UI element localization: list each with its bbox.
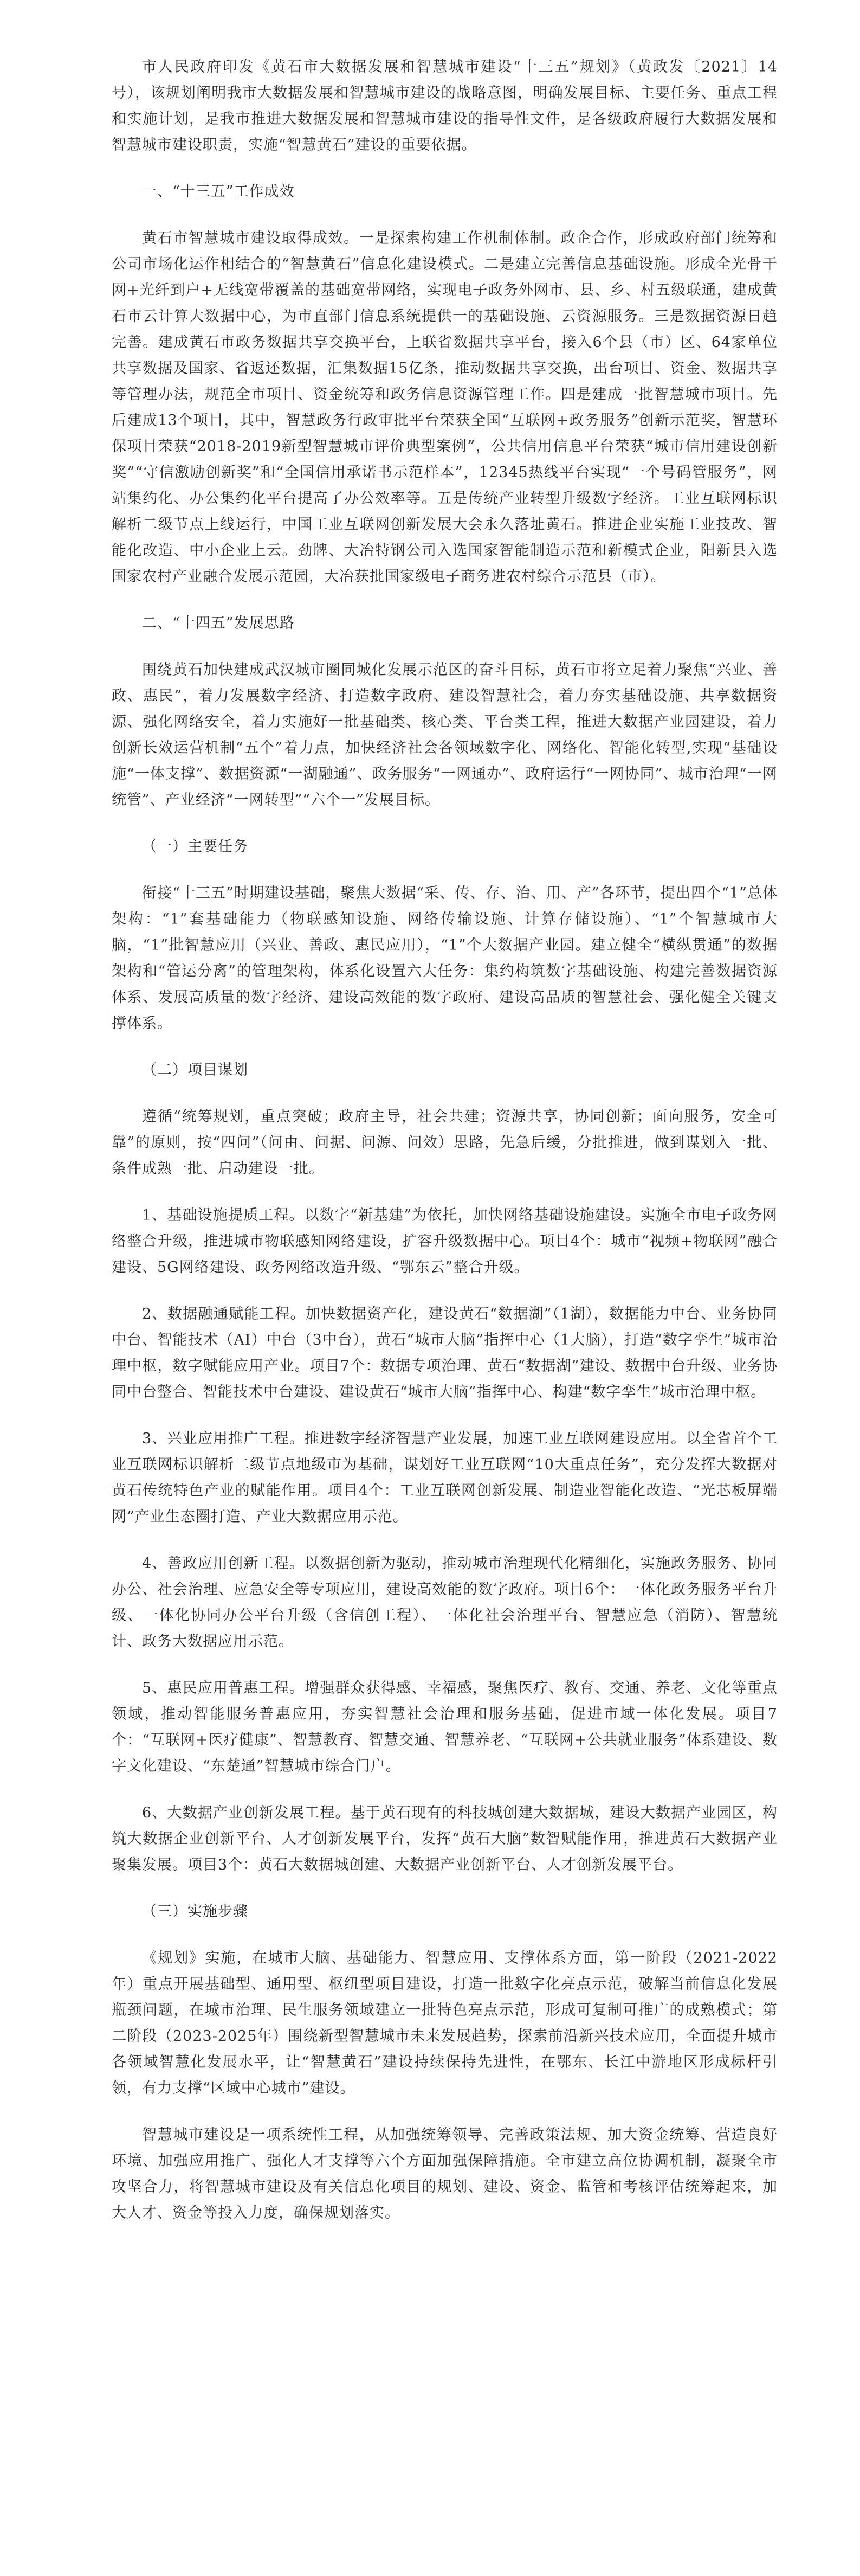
paragraph-project-4: 4、善政应用创新工程。以数据创新为驱动，推动城市治理现代化精细化，实施政务服务、协同办公、社会治理、应急安全等专项应用，建设高效能的数字政府。项目6个：一体化政务服务平台升级、一体化协同办公平台升级（含信创工程）、一体化社会治理平台、智慧应急（消防）、智慧统计、政务大数据应用示范。 — [112, 1555, 778, 1650]
paragraph-development-ideas: 围绕黄石加快建成武汉城市圈同城化发展示范区的奋斗目标，黄石市将立足着力聚焦“兴业、善政、惠民”，着力发展数字经济、打造数字政府、建设智慧社会，着力夯实基础设施、共享数据资源、强化网络安全，着力实施好一批基础类、核心类、平台类工程，推进大数据产业园建设，着力创新长效运营机制“五个”着力点，加快经济社会各领域数字化、网络化、智能化转型,实现“基础设施“一体支撑”、数据资源“一湖融通”、政务服务“一网通办”、政府运行“一网协同”、城市治理“一网统管”、产业经济“一网转型”“六个一”发展目标。 — [112, 661, 778, 808]
paragraph-project-2: 2、数据融通赋能工程。加快数据资产化，建设黄石“数据湖”（1湖），数据能力中台、业务协同中台、智能技术（AI）中台（3中台），黄石“城市大脑”指挥中心（1大脑），打造“数字孪生”城市治理中枢，数字赋能应用产业。项目7个：数据专项治理、黄石“数据湖”建设、数据中台升级、业务协同中台整合、智能技术中台建设、建设黄石“城市大脑”指挥中心、构建“数字孪生”城市治理中枢。 — [112, 1306, 778, 1401]
paragraph-project-planning: 遵循“统筹规划，重点突破；政府主导，社会共建；资源共享，协同创新；面向服务，安全可靠”的原则，按“四问”（问由、问据、问源、问效）思路，先急后缓，分批推进，做到谋划入一批、条件成熟一批、启动建设一批。 — [112, 1108, 778, 1177]
intro-paragraph: 市人民政府印发《黄石市大数据发展和智慧城市建设“十三五”规划》（黄政发〔2021〕14号），该规划阐明我市大数据发展和智慧城市建设的战略意图，明确发展目标、主要任务、重点工程和实施计划，是我市推进大数据发展和智慧城市建设的指导性文件，是各级政府履行大数据发展和智慧城市建设职责，实施“智慧黄石”建设的重要依据。 — [112, 59, 778, 153]
subsection-heading-main-tasks: （一）主要任务 — [142, 838, 248, 855]
paragraph-achievements: 黄石市智慧城市建设取得成效。一是探索构建工作机制体制。政企合作，形成政府部门统筹和公司市场化运作相结合的“智慧黄石”信息化建设模式。二是建立完善信息基础设施。形成全光骨干网+光纤到户+无线宽带覆盖的基础宽带网络，实现电子政务外网市、县、乡、村五级联通，建成黄石市云计算大数据中心，为市直部门信息系统提供一的基础设施、云资源服务。三是数据资源日趋完善。建成黄石市政务数据共享交换平台，上联省数据共享平台，接入6个县（市）区、64家单位共享数据及国家、省返还数据，汇集数据15亿条，推动数据共享交换，出台项目、资金、数据共享等管理办法，规范全市项目、资金统筹和政务信息资源管理工作。四是建成一批智慧城市项目。先后建成13个项目，其中，智慧政务行政审批平台荣获全国“互联网+政务服务”创新示范奖，智慧环保项目荣获“2018-2019新型智慧城市评价典型案例”，公共信用信息平台荣获“城市信用建设创新奖”“守信激励创新奖”和“全国信用承诺书示范样本”，12345热线平台实现“一个号码管服务”，网站集约化、办公集约化平台提高了办公效率等。五是传统产业转型升级数字经济。工业互联网标识解析二级节点上线运行，中国工业互联网创新发展大会永久落址黄石。推进企业实施工业技改、智能化改造、中小企业上云。劲牌、大冶特钢公司入选国家智能制造示范和新模式企业，阳新县入选国家农村产业融合发展示范园，大冶获批国家级电子商务进农村综合示范县（市）。 — [112, 230, 778, 585]
paragraph-main-tasks: 衔接“十三五”时期建设基础，聚焦大数据“采、传、存、治、用、产”各环节，提出四个“1”总体架构：“1”套基础能力（物联感知设施、网络传输设施、计算存储设施）、“1”个智慧城市大脑，“1”批智慧应用（兴业、善政、惠民应用），“1”个大数据产业园。建立健全“横纵贯通”的数据架构和“管运分离”的管理架构，体系化设置六大任务：集约构筑数字基础设施、构建完善数据资源体系、发展高质量的数字经济、建设高效能的数字政府、建设高品质的智慧社会、强化健全关键支撑体系。 — [112, 885, 778, 1032]
section-heading-achievements: 一、“十三五”工作成效 — [142, 183, 295, 200]
section-heading-development-ideas: 二、“十四五”发展思路 — [142, 615, 295, 632]
paragraph-implementation-steps: 《规划》实施，在城市大脑、基础能力、智慧应用、支撑体系方面，第一阶段（2021-2022年）重点开展基础型、通用型、枢纽型项目建设，打造一批数字化亮点示范，破解当前信息化发展瓶颈问题，在城市治理、民生服务领域建立一批特色亮点示范，形成可复制可推广的成熟模式；第二阶段（2023-2025年）围绕新型智慧城市未来发展趋势，探索前沿新兴技术应用，全面提升城市各领域智慧化发展水平，让“智慧黄石”建设持续保持先进性，在鄂东、长江中游地区形成标杆引领，有力支撑“区域中心城市”建设。 — [112, 1950, 778, 2097]
subsection-heading-project-planning: （二）项目谋划 — [142, 1062, 248, 1078]
subsection-heading-implementation-steps: （三）实施步骤 — [142, 1903, 248, 1920]
paragraph-safeguards: 智慧城市建设是一项系统性工程，从加强统筹领导、完善政策法规、加大资金统筹、营造良好环境、加强应用推广、强化人才支撑等六个方面加强保障措施。全市建立高位协调机制，凝聚全市攻坚合力，将智慧城市建设及有关信息化项目的规划、建设、资金、监管和考核评估统筹起来，加大人才、资金等投入力度，确保规划落实。 — [112, 2127, 778, 2221]
paragraph-project-3: 3、兴业应用推广工程。推进数字经济智慧产业发展，加速工业互联网建设应用。以全省首个工业互联网标识解析二级节点地级市为基础，谋划好工业互联网“10大重点任务”，充分发挥大数据对黄石传统特色产业的赋能作用。项目4个：工业互联网创新发展、制造业智能化改造、“光芯板屏端网”产业生态圈打造、产业大数据应用示范。 — [112, 1430, 778, 1525]
paragraph-project-5: 5、惠民应用普惠工程。增强群众获得感、幸福感，聚焦医疗、教育、交通、养老、文化等重点领域，推动智能服务普惠应用，夯实智慧社会治理和服务基础，促进市域一体化发展。项目7个：“互联网+医疗健康”、智慧教育、智慧交通、智慧养老、“互联网+公共就业服务”体系建设、数字文化建设、“东楚通”智慧城市综合门户。 — [112, 1680, 778, 1775]
paragraph-project-6: 6、大数据产业创新发展工程。基于黄石现有的科技城创建大数据城，建设大数据产业园区，构筑大数据企业创新平台、人才创新发展平台，发挥“黄石大脑”数智赋能作用，推进黄石大数据产业聚集发展。项目3个：黄石大数据城创建、大数据产业创新平台、人才创新发展平台。 — [112, 1804, 778, 1873]
paragraph-project-1: 1、基础设施提质工程。以数字“新基建”为依托，加快网络基础设施建设。实施全市电子政务网络整合升级，推进城市物联感知网络建设，扩容升级数据中心。项目4个：城市“视频+物联网”融合建设、5G网络建设、政务网络改造升级、“鄂东云”整合升级。 — [112, 1207, 778, 1276]
